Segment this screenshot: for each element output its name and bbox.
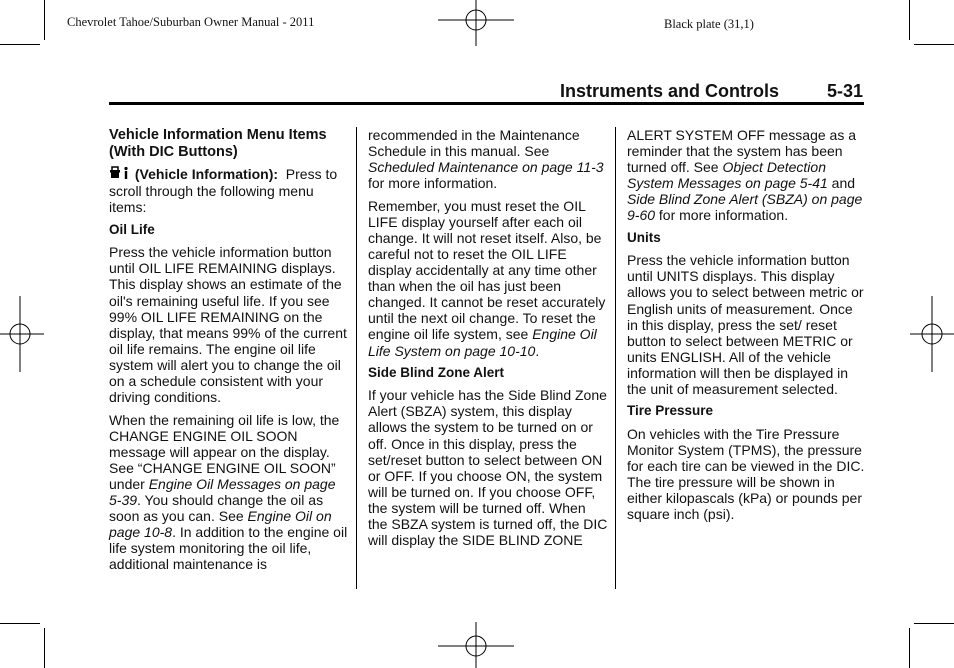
section-heading (560, 81, 863, 102)
manual-title: Chevrolet Tahoe/Suburban Owner Manual - 2011 (67, 15, 315, 29)
plate-label: Black plate (31,1) (664, 17, 754, 31)
units-heading: Units (627, 229, 661, 245)
title-rule (109, 102, 864, 105)
crop-mark (914, 623, 954, 624)
oil-life-paragraph-2: When the remaining oil life is low, the CHANGE ENGINE OIL SOON message will appear on the display. See “CHANGE ENGINE OIL SOON” under Engine Oil Messages on page 5-39. You should change the oil as soon as you can. See Engine Oil on page 10-8. In addition to the engine oil life system monitoring the oil life, additional maintenance is (109, 411, 348, 573)
menu-heading: Vehicle Information Menu Items (With DIC Buttons) (109, 127, 327, 160)
cross-reference: Engine Oil Messages on page 5-39 (109, 475, 336, 508)
crop-mark (909, 0, 910, 40)
crop-mark (44, 0, 45, 40)
tire-pressure-heading: Tire Pressure (627, 403, 714, 419)
column-3 (627, 127, 867, 529)
oil-life-paragraph-1: Press the vehicle information button until OIL LIFE REMAINING displays. This display shows an estimate of the oil's remaining useful life. If you see 99% OIL LIFE REMAINING on the display, that means 99% of the current oil life remains. The engine oil life system will alert you to change the oil on a schedule consistent with your driving conditions. (109, 244, 347, 406)
cross-reference: Scheduled Maintenance on page 11-3 (368, 159, 604, 176)
intro-paragraph (109, 166, 349, 215)
column-1 (109, 127, 349, 579)
crop-mark (0, 623, 40, 624)
intro-text: Press to scroll through the following menu items: (109, 166, 338, 216)
units-paragraph: Press the vehicle information button until UNITS displays. This display allows you to select between metric or English units of measurement. Once in this display, press the set/ reset button to select between METRIC or units ENGLISH. All of the vehicle information will then be displayed in the unit of measurement selected. (627, 252, 864, 397)
registration-mark-right (904, 294, 954, 374)
cross-reference: Engine Oil on page 10-8 (109, 508, 332, 541)
crop-mark (44, 628, 45, 668)
section-title: Instruments and Controls (560, 81, 780, 101)
registration-mark-bottom (438, 620, 518, 668)
crop-mark (909, 628, 910, 668)
column-divider (615, 127, 616, 589)
tire-pressure-paragraph: On vehicles with the Tire Pressure Monitor System (TPMS), the pressure for each tire can be viewed in the DIC. The tire pressure will be shown in either kilopascals (kPa) or pounds per square inch (psi). (627, 425, 865, 523)
registration-mark-top (438, 0, 518, 48)
crop-mark (0, 44, 40, 45)
column-2 (368, 127, 608, 555)
page-number: 5-31 (826, 81, 863, 101)
column-divider (356, 127, 357, 589)
oil-life-heading: Oil Life (109, 221, 155, 237)
registration-mark-left (0, 294, 50, 374)
cross-reference: Object Detection System Messages on page 5-41 (627, 159, 828, 192)
cross-reference: Side Blind Zone Alert (SBZA) on page 9-60 (627, 191, 863, 224)
vehicle-information-icon (109, 166, 131, 183)
sbza-paragraph: If your vehicle has the Side Blind Zone Alert (SBZA) system, this display allows the system to be turned on or off. Once in this display, press the set/reset button to select between ON or OFF. If you choose ON, the system will be turned on. If you choose OFF, the system will be turned off. When the SBZA system is turned off, the DIC will display the SIDE BLIND ZONE (368, 387, 608, 549)
cross-reference: Engine Oil Life System on page 10-10 (368, 326, 597, 359)
reset-paragraph: Remember, you must reset the OIL LIFE display yourself after each oil change. It will not reset itself. Also, be careful not to reset the OIL LIFE display accidentally at any time other than when the oil has just been changed. It cannot be reset accurately until the next oil change. To reset the engine oil life system, see Engine Oil Life System on page 10-10. (368, 197, 606, 359)
sbza-heading: Side Blind Zone Alert (368, 364, 505, 380)
intro-label: (Vehicle Information): (134, 166, 279, 183)
maintenance-paragraph: recommended in the Maintenance Schedule in this manual. See Scheduled Maintenance on page 11-3 for more information. (368, 127, 604, 192)
sbza-continued-paragraph: ALERT SYSTEM OFF message as a reminder that the system has been turned off. See Object Detection System Messages on page 5-41 and Side Blind Zone Alert (SBZA) on page 9-60 for more information. (627, 127, 863, 224)
crop-mark (914, 44, 954, 45)
